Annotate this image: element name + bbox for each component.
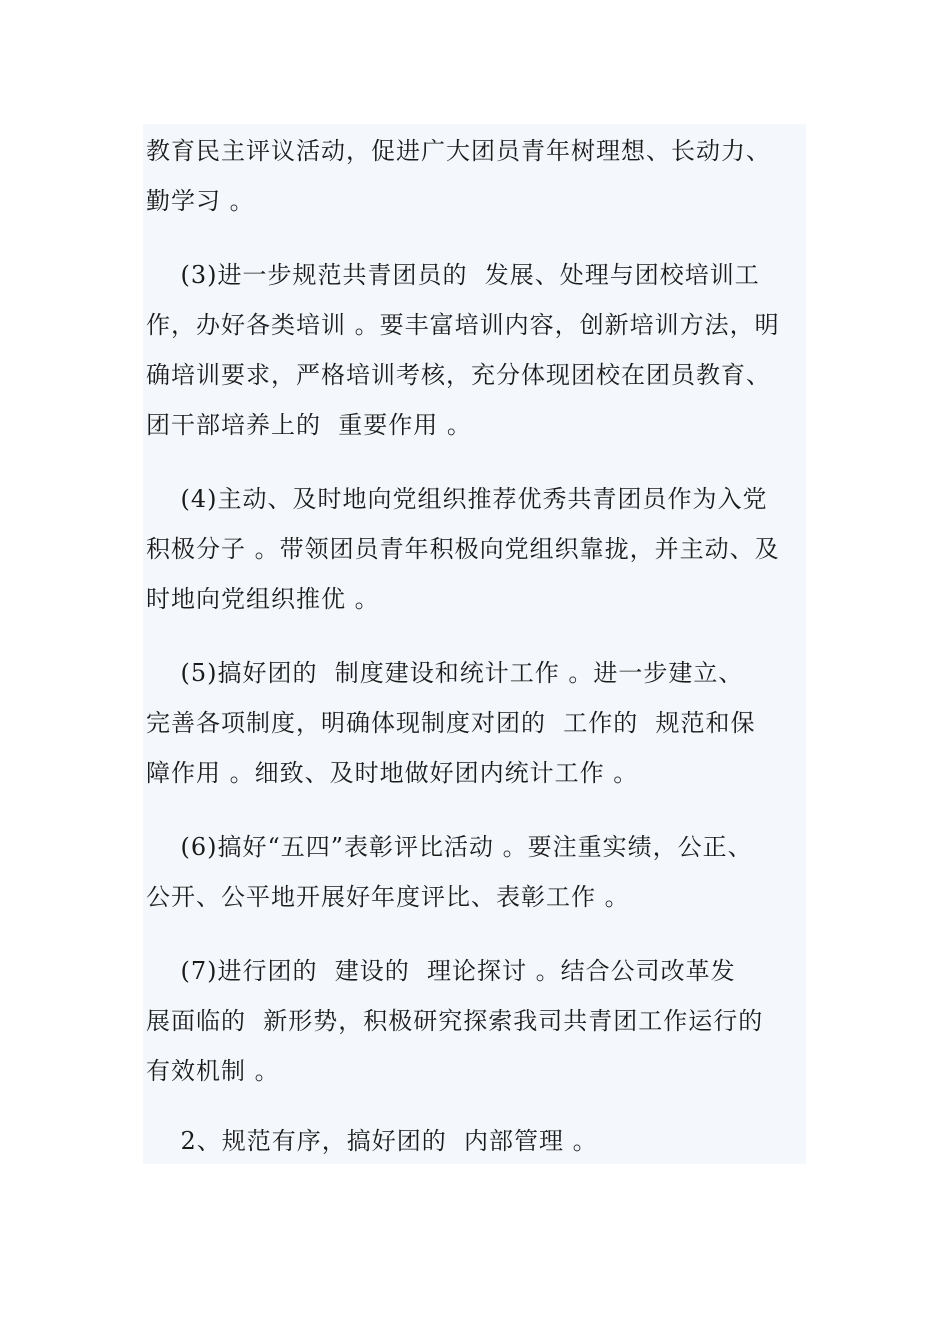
text-line: 公开、公平地开展好年度评比、表彰工作 。 bbox=[146, 883, 630, 911]
text-block bbox=[143, 124, 806, 1164]
text-line: (7)进行团的 建设的 理论探讨 。结合公司改革发 bbox=[146, 957, 736, 985]
text-line: 展面临的 新形势，积极研究探索我司共青团工作运行的 bbox=[146, 1007, 764, 1035]
text-line: 团干部培养上的 重要作用 。 bbox=[146, 411, 472, 439]
text-line: 障作用 。细致、及时地做好团内统计工作 。 bbox=[146, 759, 639, 787]
text-line: 确培训要求，严格培训考核，充分体现团校在团员教育、 bbox=[146, 361, 771, 389]
text-line: 积极分子 。带领团员青年积极向党组织靠拢，并主动、及 bbox=[146, 535, 780, 563]
text-line: (6)搞好“五四”表彰评比活动 。要注重实绩，公正、 bbox=[146, 833, 753, 861]
text-line: (4)主动、及时地向党组织推荐优秀共青团员作为入党 bbox=[146, 485, 768, 513]
text-line: 作，办好各类培训 。要丰富培训内容，创新培训方法，明 bbox=[146, 311, 780, 339]
text-line: 时地向党组织推优 。 bbox=[146, 585, 380, 613]
text-line: 2、规范有序，搞好团的 内部管理 。 bbox=[146, 1127, 598, 1155]
text-line: 勤学习 。 bbox=[146, 187, 255, 215]
text-line: (3)进一步规范共青团员的 发展、处理与团校培训工 bbox=[146, 261, 760, 289]
text-line: 有效机制 。 bbox=[146, 1057, 280, 1085]
text-line: (5)搞好团的 制度建设和统计工作 。进一步建立、 bbox=[146, 659, 744, 687]
text-line: 完善各项制度，明确体现制度对团的 工作的 规范和保 bbox=[146, 709, 756, 737]
text-line: 教育民主评议活动，促进广大团员青年树理想、长动力、 bbox=[146, 137, 771, 165]
